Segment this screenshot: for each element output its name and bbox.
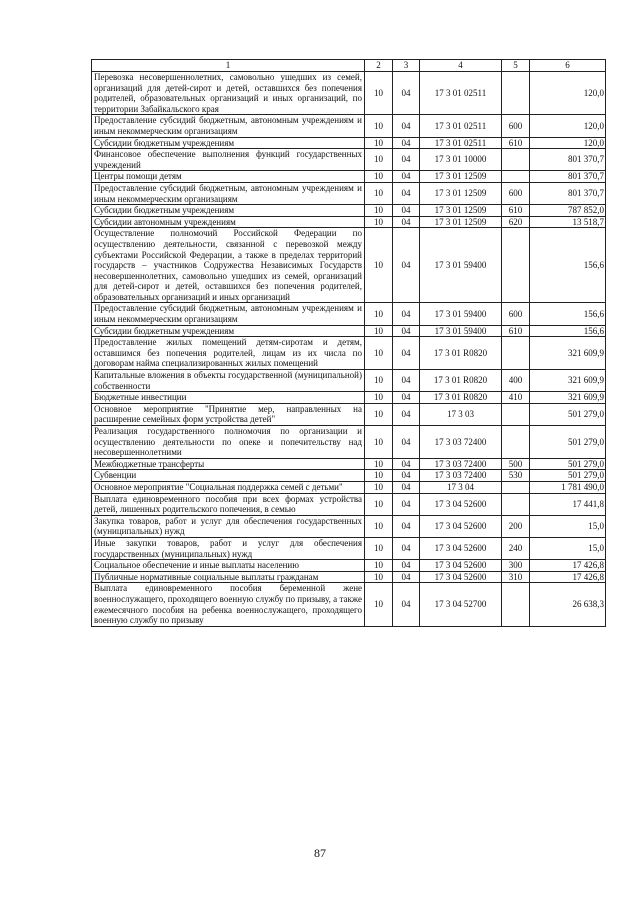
row-name: Иные закупки товаров, работ и услуг для обеспечения государственных (муниципальных) нужд	[92, 537, 365, 559]
row-target-article: 17 3 04	[420, 481, 502, 493]
row-section: 10	[365, 216, 393, 228]
row-subsection: 04	[393, 182, 420, 204]
row-amount: 801 370,7	[530, 171, 606, 183]
row-expense-type: 400	[502, 370, 530, 392]
row-target-article: 17 3 01 R0820	[420, 337, 502, 370]
row-name: Выплата единовременного пособия беременной жене военнослужащего, проходящего военную службу по призыву, а также ежемесячного пособия на ребенка военнослужащего, проходящего военную службу по призыву	[92, 583, 365, 626]
row-target-article: 17 3 01 R0820	[420, 392, 502, 404]
table-row	[92, 171, 606, 183]
row-amount: 787 852,0	[530, 205, 606, 217]
row-section: 10	[365, 537, 393, 559]
row-target-article: 17 3 01 12509	[420, 171, 502, 183]
row-expense-type	[502, 337, 530, 370]
row-section: 10	[365, 571, 393, 583]
row-section: 10	[365, 515, 393, 537]
row-section: 10	[365, 205, 393, 217]
row-name: Социальное обеспечение и иные выплаты населению	[92, 560, 365, 572]
table-row	[92, 228, 606, 303]
row-subsection: 04	[393, 228, 420, 303]
row-subsection: 04	[393, 171, 420, 183]
row-expense-type: 600	[502, 303, 530, 325]
row-subsection: 04	[393, 560, 420, 572]
header-row	[92, 60, 606, 72]
row-target-article: 17 3 03	[420, 403, 502, 425]
row-subsection: 04	[393, 403, 420, 425]
row-expense-type: 600	[502, 115, 530, 137]
row-section: 10	[365, 392, 393, 404]
row-amount: 801 370,7	[530, 149, 606, 171]
table-row	[92, 426, 606, 459]
row-expense-type: 500	[502, 458, 530, 470]
row-subsection: 04	[393, 470, 420, 482]
row-subsection: 04	[393, 115, 420, 137]
row-section: 10	[365, 583, 393, 626]
row-expense-type: 300	[502, 560, 530, 572]
row-name: Выплата единовременного пособия при всех формах устройства детей, лишенных родительского попечения, в семью	[92, 493, 365, 515]
row-section: 10	[365, 403, 393, 425]
row-amount: 120,0	[530, 72, 606, 115]
row-subsection: 04	[393, 583, 420, 626]
row-target-article: 17 3 01 12509	[420, 182, 502, 204]
row-target-article: 17 3 01 59400	[420, 325, 502, 337]
table-row	[92, 115, 606, 137]
row-expense-type: 600	[502, 182, 530, 204]
table-row	[92, 515, 606, 537]
row-expense-type	[502, 403, 530, 425]
table-row	[92, 337, 606, 370]
row-name: Предоставление субсидий бюджетным, автономным учреждениям и иным некоммерческим организациям	[92, 303, 365, 325]
row-amount: 501 279,0	[530, 426, 606, 459]
row-section: 10	[365, 325, 393, 337]
row-section: 10	[365, 149, 393, 171]
row-expense-type: 610	[502, 137, 530, 149]
row-expense-type	[502, 171, 530, 183]
row-expense-type: 530	[502, 470, 530, 482]
row-name: Субсидии автономным учреждениям	[92, 216, 365, 228]
row-section: 10	[365, 426, 393, 459]
row-subsection: 04	[393, 515, 420, 537]
table-row	[92, 560, 606, 572]
row-amount: 801 370,7	[530, 182, 606, 204]
row-name: Реализация государственного полномочия по организации и осуществлению деятельности по опеке и попечительству над несовершеннолетними	[92, 426, 365, 459]
table-row	[92, 370, 606, 392]
row-amount: 321 609,9	[530, 392, 606, 404]
row-target-article: 17 3 04 52700	[420, 583, 502, 626]
row-name: Основное мероприятие "Принятие мер, направленных на расширение семейных форм устройства детей"	[92, 403, 365, 425]
col-header: 6	[530, 60, 606, 72]
table-row	[92, 325, 606, 337]
row-target-article: 17 3 01 02511	[420, 137, 502, 149]
row-section: 10	[365, 137, 393, 149]
row-name: Финансовое обеспечение выполнения функций государственных учреждений	[92, 149, 365, 171]
row-name: Субсидии бюджетным учреждениям	[92, 205, 365, 217]
row-subsection: 04	[393, 149, 420, 171]
row-expense-type	[502, 149, 530, 171]
budget-table	[91, 59, 606, 627]
col-header: 1	[92, 60, 365, 72]
row-name: Капитальные вложения в объекты государственной (муниципальной) собственности	[92, 370, 365, 392]
row-subsection: 04	[393, 392, 420, 404]
row-target-article: 17 3 03 72400	[420, 458, 502, 470]
row-subsection: 04	[393, 325, 420, 337]
table-row	[92, 571, 606, 583]
row-subsection: 04	[393, 216, 420, 228]
row-amount: 501 279,0	[530, 403, 606, 425]
row-name: Осуществление полномочий Российской Федерации по осуществлению деятельности, связанной с перевозкой между субъектами Российской Федерации, а также в пределах территорий государств – участников Содружества Независимых Государств несовершеннолетних, самовольно ушедших из семей, организаций для детей-сирот и детей, оставшихся без попечения родителей, образовательных организаций и иных организаций	[92, 228, 365, 303]
row-section: 10	[365, 303, 393, 325]
table-row	[92, 481, 606, 493]
row-target-article: 17 3 01 59400	[420, 228, 502, 303]
row-target-article: 17 3 01 10000	[420, 149, 502, 171]
col-header: 5	[502, 60, 530, 72]
row-target-article: 17 3 01 R0820	[420, 370, 502, 392]
row-section: 10	[365, 171, 393, 183]
row-section: 10	[365, 458, 393, 470]
row-expense-type: 200	[502, 515, 530, 537]
row-target-article: 17 3 04 52600	[420, 515, 502, 537]
table-row	[92, 72, 606, 115]
row-name: Межбюджетные трансферты	[92, 458, 365, 470]
row-expense-type: 240	[502, 537, 530, 559]
row-section: 10	[365, 481, 393, 493]
table-row	[92, 493, 606, 515]
row-target-article: 17 3 01 02511	[420, 115, 502, 137]
row-subsection: 04	[393, 72, 420, 115]
row-expense-type	[502, 228, 530, 303]
row-name: Основное мероприятие "Социальная поддержка семей с детьми"	[92, 481, 365, 493]
row-amount: 15,0	[530, 515, 606, 537]
row-amount: 501 279,0	[530, 458, 606, 470]
row-amount: 321 609,9	[530, 337, 606, 370]
row-subsection: 04	[393, 537, 420, 559]
row-amount: 26 638,3	[530, 583, 606, 626]
row-name: Предоставление жилых помещений детям-сиротам и детям, оставшимся без попечения родителей, лицам из их числа по договорам найма специализированных жилых помещений	[92, 337, 365, 370]
row-target-article: 17 3 01 02511	[420, 72, 502, 115]
row-target-article: 17 3 04 52600	[420, 560, 502, 572]
row-section: 10	[365, 560, 393, 572]
row-amount: 120,0	[530, 137, 606, 149]
row-name: Центры помощи детям	[92, 171, 365, 183]
row-expense-type: 610	[502, 205, 530, 217]
row-expense-type: 310	[502, 571, 530, 583]
row-section: 10	[365, 182, 393, 204]
table-row	[92, 458, 606, 470]
table-row	[92, 537, 606, 559]
table-row	[92, 137, 606, 149]
table-row	[92, 216, 606, 228]
col-header: 4	[420, 60, 502, 72]
row-expense-type	[502, 426, 530, 459]
row-subsection: 04	[393, 205, 420, 217]
row-subsection: 04	[393, 337, 420, 370]
row-subsection: 04	[393, 493, 420, 515]
row-amount: 15,0	[530, 537, 606, 559]
table-row	[92, 182, 606, 204]
row-amount: 17 426,8	[530, 571, 606, 583]
row-name: Субсидии бюджетным учреждениям	[92, 137, 365, 149]
page-number: 87	[314, 846, 326, 860]
col-header: 3	[393, 60, 420, 72]
row-name: Субсидии бюджетным учреждениям	[92, 325, 365, 337]
row-target-article: 17 3 01 59400	[420, 303, 502, 325]
row-expense-type	[502, 583, 530, 626]
row-expense-type: 620	[502, 216, 530, 228]
row-section: 10	[365, 493, 393, 515]
row-name: Субвенции	[92, 470, 365, 482]
row-target-article: 17 3 04 52600	[420, 571, 502, 583]
row-amount: 156,6	[530, 303, 606, 325]
row-amount: 120,0	[530, 115, 606, 137]
row-name: Закупка товаров, работ и услуг для обеспечения государственных (муниципальных) нужд	[92, 515, 365, 537]
budget-table-page	[91, 59, 605, 627]
row-amount: 156,6	[530, 325, 606, 337]
row-target-article: 17 3 01 12509	[420, 205, 502, 217]
table-row	[92, 392, 606, 404]
row-subsection: 04	[393, 458, 420, 470]
row-name: Публичные нормативные социальные выплаты гражданам	[92, 571, 365, 583]
row-amount: 17 426,8	[530, 560, 606, 572]
row-name: Предоставление субсидий бюджетным, автономным учреждениям и иным некоммерческим организациям	[92, 115, 365, 137]
row-section: 10	[365, 370, 393, 392]
row-target-article: 17 3 03 72400	[420, 426, 502, 459]
col-header: 2	[365, 60, 393, 72]
row-target-article: 17 3 01 12509	[420, 216, 502, 228]
row-amount: 1 781 490,0	[530, 481, 606, 493]
table-row	[92, 583, 606, 626]
row-amount: 156,6	[530, 228, 606, 303]
row-expense-type	[502, 493, 530, 515]
row-section: 10	[365, 228, 393, 303]
row-subsection: 04	[393, 571, 420, 583]
table-row	[92, 205, 606, 217]
row-subsection: 04	[393, 481, 420, 493]
row-expense-type	[502, 72, 530, 115]
row-amount: 501 279,0	[530, 470, 606, 482]
row-subsection: 04	[393, 303, 420, 325]
row-section: 10	[365, 470, 393, 482]
table-row	[92, 303, 606, 325]
row-target-article: 17 3 03 72400	[420, 470, 502, 482]
row-amount: 321 609,9	[530, 370, 606, 392]
row-target-article: 17 3 04 52600	[420, 537, 502, 559]
row-target-article: 17 3 04 52600	[420, 493, 502, 515]
row-section: 10	[365, 115, 393, 137]
row-amount: 13 518,7	[530, 216, 606, 228]
row-amount: 17 441,8	[530, 493, 606, 515]
table-row	[92, 470, 606, 482]
table-row	[92, 149, 606, 171]
row-expense-type	[502, 481, 530, 493]
row-expense-type: 410	[502, 392, 530, 404]
row-subsection: 04	[393, 426, 420, 459]
row-subsection: 04	[393, 370, 420, 392]
row-section: 10	[365, 337, 393, 370]
table-row	[92, 403, 606, 425]
row-subsection: 04	[393, 137, 420, 149]
row-section: 10	[365, 72, 393, 115]
row-name: Перевозка несовершеннолетних, самовольно ушедших из семей, организаций для детей-сирот и детей, оставшихся без попечения родителей, образовательных организаций и иных организаций, по территории Забайкальского края	[92, 72, 365, 115]
row-expense-type: 610	[502, 325, 530, 337]
row-name: Бюджетные инвестиции	[92, 392, 365, 404]
row-name: Предоставление субсидий бюджетным, автономным учреждениям и иным некоммерческим организациям	[92, 182, 365, 204]
